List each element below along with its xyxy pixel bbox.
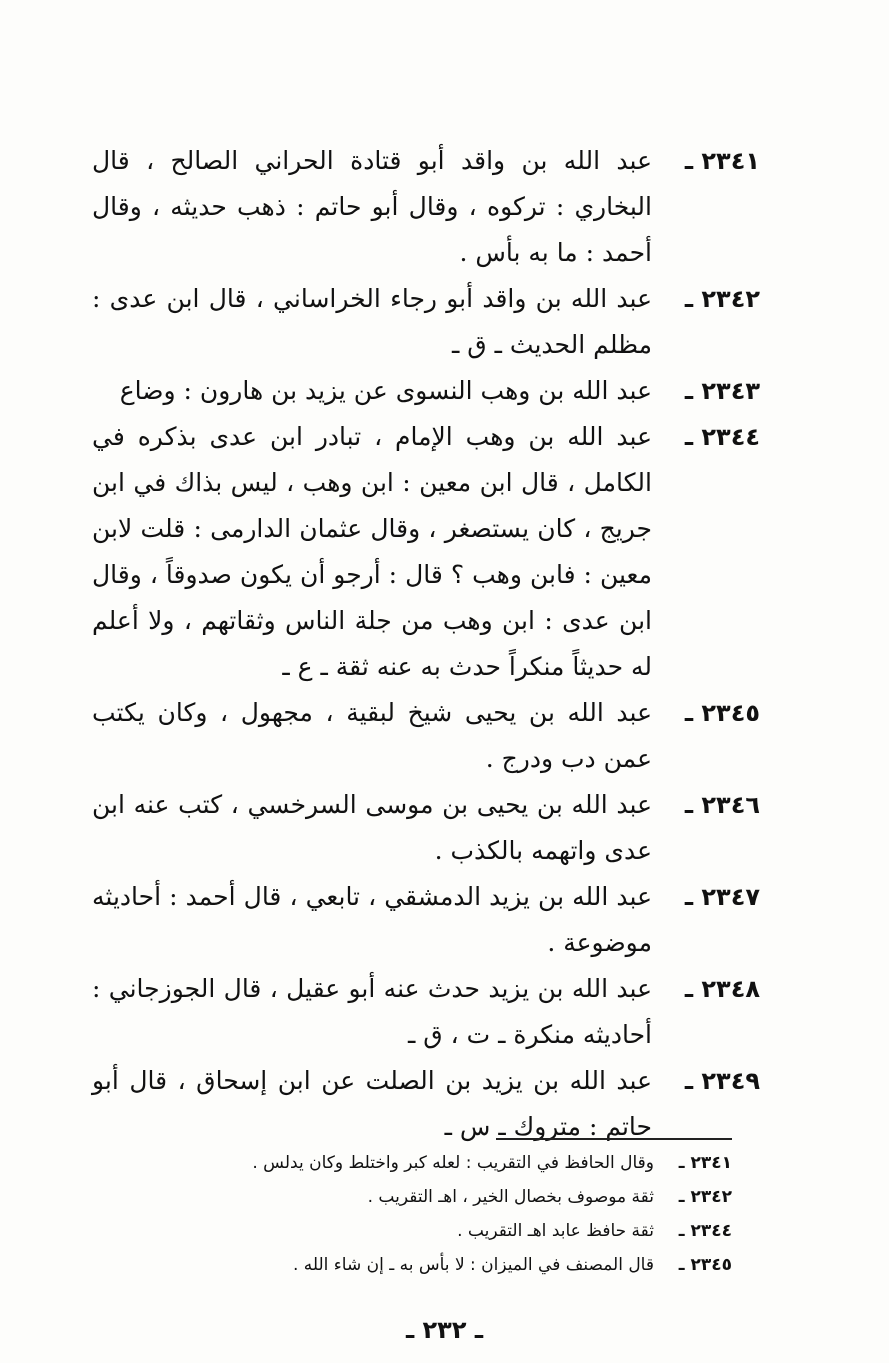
entry-number: ٢٣٤٣ ـ [684, 377, 760, 405]
entry-number: ٢٣٤٤ ـ [684, 423, 760, 451]
footnote-text: وقال الحافظ في التقريب : لعله كبر واختلط وكان يدلس . [252, 1153, 654, 1173]
footnote-number: ٢٣٤٥ ـ [678, 1255, 732, 1275]
page-number: ـ ٢٣٢ ـ [405, 1316, 484, 1344]
entry-2347 [92, 874, 760, 966]
entry-text: عبد الله بن واقد أبو رجاء الخراساني ، قال ابن عدى : مظلم الحديث ـ ق ـ [92, 284, 652, 359]
entry-2341 [92, 138, 760, 276]
footnote-number: ٢٣٤٢ ـ [678, 1187, 732, 1207]
footnote-text: قال المصنف في الميزان : لا بأس به ـ إن شاء الله . [292, 1255, 654, 1275]
entry-text: عبد الله بن يحيى بن موسى السرخسي ، كتب عنه ابن عدى واتهمه بالكذب . [92, 790, 652, 865]
footnote-number: ٢٣٤٤ ـ [678, 1221, 732, 1241]
footnote-2341 [200, 1146, 732, 1180]
entry-number: ٢٣٤١ ـ [684, 147, 760, 175]
entry-2346 [92, 782, 760, 874]
entry-2342 [92, 276, 760, 368]
entry-text: عبد الله بن يحيى شيخ لبقية ، مجهول ، وكان يكتب عمن دب ودرج . [92, 698, 652, 773]
footnote-number: ٢٣٤١ ـ [678, 1153, 732, 1173]
footnote-separator [496, 1138, 732, 1140]
entry-2343 [92, 368, 760, 414]
footnote-text: ثقة موصوف بخصال الخير ، اهـ التقريب . [367, 1187, 654, 1207]
entry-2348 [92, 966, 760, 1058]
entry-text: عبد الله بن واقد أبو قتادة الحراني الصالح ، قال البخاري : تركوه ، وقال أبو حاتم : ذهب حديثه ، وقال أحمد : ما به بأس . [92, 146, 652, 267]
entry-number: ٢٣٤٨ ـ [684, 975, 760, 1003]
footnote-2342 [200, 1180, 732, 1214]
entry-2344 [92, 414, 760, 690]
entry-2349 [92, 1058, 760, 1150]
entry-text: عبد الله بن وهب الإمام ، تبادر ابن عدى بذكره في الكامل ، قال ابن معين : ابن وهب ، ليس بذاك في ابن جريج ، كان يستصغر ، وقال عثمان الدارمى : قلت لابن معين : فابن وهب ؟ قال : أرجو أن يكون صدوقاً ، وقال ابن عدى : ابن وهب من جلة الناس وثقاتهم ، ولا أعلم له حديثاً منكراً حدث به عنه ثقة ـ ع ـ [92, 422, 652, 681]
entry-text: عبد الله بن يزيد حدث عنه أبو عقيل ، قال الجوزجاني : أحاديثه منكرة ـ ت ، ق ـ [92, 974, 652, 1049]
footnote-text: ثقة حافظ عابد اهـ التقريب . [457, 1221, 654, 1241]
entry-2345 [92, 690, 760, 782]
entry-number: ٢٣٤٦ ـ [684, 791, 760, 819]
footnotes-list [200, 1146, 732, 1282]
footnote-2344 [200, 1214, 732, 1248]
entries-list [92, 138, 760, 1150]
entry-number: ٢٣٤٥ ـ [684, 699, 760, 727]
entry-text: عبد الله بن وهب النسوى عن يزيد بن هارون : وضاع [119, 376, 652, 405]
footnote-2345 [200, 1248, 732, 1282]
entry-number: ٢٣٤٢ ـ [684, 285, 760, 313]
entry-number: ٢٣٤٧ ـ [684, 883, 760, 911]
entry-number: ٢٣٤٩ ـ [684, 1067, 760, 1095]
entry-text: عبد الله بن يزيد الدمشقي ، تابعي ، قال أحمد : أحاديثه موضوعة . [92, 882, 652, 957]
entry-text: عبد الله بن يزيد بن الصلت عن ابن إسحاق ، قال أبو حاتم : متروك ـ س ـ [92, 1066, 652, 1141]
